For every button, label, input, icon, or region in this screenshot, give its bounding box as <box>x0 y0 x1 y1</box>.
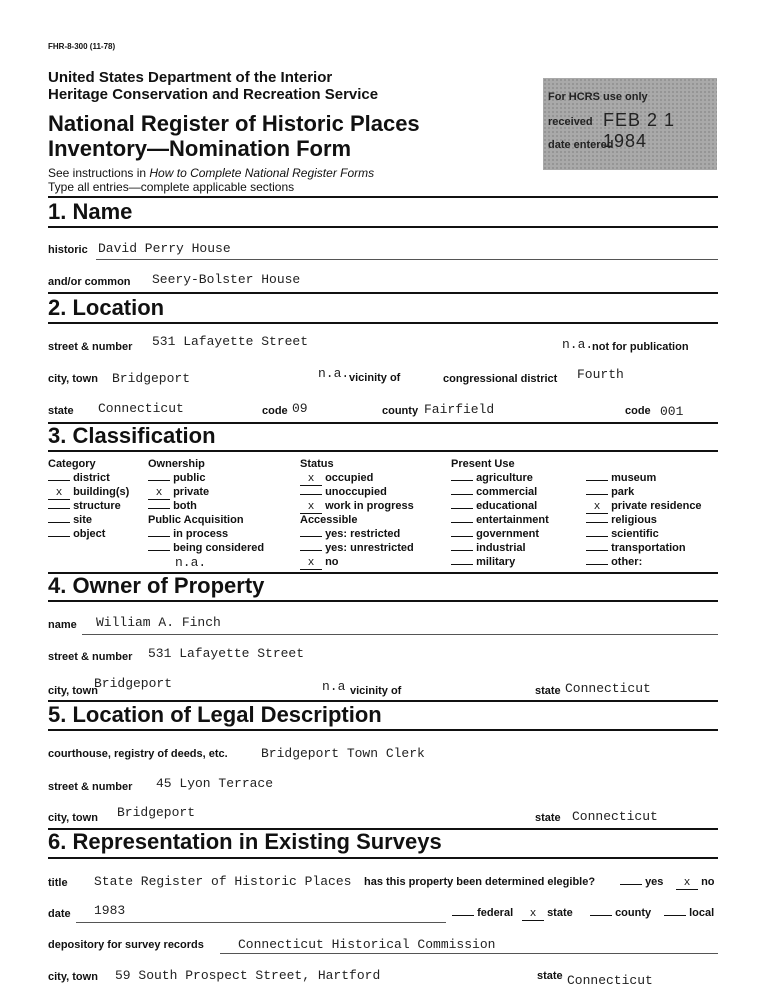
survey-city-value: 59 South Prospect Street, Hartford <box>115 968 381 983</box>
street-label: street & number <box>48 341 133 353</box>
ownership-private[interactable]: x private <box>148 486 209 500</box>
survey-city-label: city, town <box>48 971 98 983</box>
dept-line-2: Heritage Conservation and Recreation Service <box>48 86 379 103</box>
use-museum[interactable]: museum <box>586 472 656 484</box>
category-district[interactable]: district <box>48 472 110 484</box>
eligible-no[interactable]: x no <box>676 876 715 890</box>
owner-name-value: William A. Finch <box>96 615 221 630</box>
hcrs-stamp <box>543 78 717 170</box>
line-depository <box>220 953 718 954</box>
section-1-heading: 1. Name <box>48 199 133 224</box>
state-value: Connecticut <box>98 401 184 416</box>
section-4-heading: 4. Owner of Property <box>48 573 265 598</box>
rule-s1b <box>48 226 718 228</box>
section-3-heading: 3. Classification <box>48 423 216 448</box>
legal-state-value: Connecticut <box>572 809 658 824</box>
status-heading: Status <box>300 458 334 470</box>
nfp-label: not for publication <box>592 341 689 353</box>
congress-label: congressional district <box>443 373 558 385</box>
acq-note: n.a. <box>175 555 207 570</box>
use-private-residence[interactable]: x private residence <box>586 500 702 514</box>
rule-s3b <box>48 450 718 452</box>
historic-label: historic <box>48 244 88 256</box>
ownership-heading: Ownership <box>148 458 205 470</box>
category-buildings[interactable]: x building(s) <box>48 486 129 500</box>
survey-state-label: state <box>537 970 563 982</box>
present-use-heading: Present Use <box>451 458 515 470</box>
dept-line-1: United States Department of the Interior <box>48 69 333 86</box>
use-religious[interactable]: religious <box>586 514 657 526</box>
legal-city-label: city, town <box>48 812 98 824</box>
rule-s2 <box>48 292 718 294</box>
common-label: and/or common <box>48 276 131 288</box>
owner-vicinity-label: vicinity of <box>350 685 402 697</box>
status-work-in-progress[interactable]: x work in progress <box>300 500 414 514</box>
use-agriculture[interactable]: agriculture <box>451 472 533 484</box>
line-date <box>76 922 446 923</box>
city-label: city, town <box>48 373 98 385</box>
courthouse-label: courthouse, registry of deeds, etc. <box>48 748 228 760</box>
eligible-question: has this property been determined elegible? <box>364 876 596 888</box>
code2-label: code <box>625 405 651 417</box>
use-transportation[interactable]: transportation <box>586 542 686 554</box>
rule-s6b <box>48 857 718 859</box>
stamp-received-label: received <box>548 116 593 128</box>
survey-state-value: Connecticut <box>567 973 653 988</box>
legal-street-label: street & number <box>48 781 133 793</box>
use-educational[interactable]: educational <box>451 500 537 512</box>
section-5-heading: 5. Location of Legal Description <box>48 702 382 727</box>
acq-in-process[interactable]: in process <box>148 528 228 540</box>
ownership-both[interactable]: both <box>148 500 197 512</box>
depository-value: Connecticut Historical Commission <box>238 937 496 952</box>
code-value: 09 <box>292 401 308 416</box>
rule-s1 <box>48 196 718 198</box>
stamp-received-value: FEB 2 1 1984 <box>603 110 676 151</box>
stamp-use-only: For HCRS use only <box>548 91 648 103</box>
rule-s4b <box>48 600 718 602</box>
level-local[interactable]: local <box>664 907 714 919</box>
historic-value: David Perry House <box>98 241 231 256</box>
owner-vicinity-value: n.a <box>322 679 346 694</box>
owner-state-label: state <box>535 685 561 697</box>
level-state[interactable]: x state <box>522 907 573 921</box>
use-military[interactable]: military <box>451 556 515 568</box>
eligible-yes[interactable]: yes <box>620 876 663 888</box>
rule-s5b <box>48 729 718 731</box>
status-occupied[interactable]: x occupied <box>300 472 373 486</box>
accessible-heading: Accessible <box>300 514 358 526</box>
stamp-date-entered: date entered <box>548 139 614 151</box>
access-no[interactable]: x no <box>300 556 339 570</box>
access-unrestricted[interactable]: yes: unrestricted <box>300 542 414 554</box>
owner-name-label: name <box>48 619 77 631</box>
survey-title-label: title <box>48 877 68 889</box>
common-value: Seery-Bolster House <box>152 272 301 287</box>
form-title-2: Inventory—Nomination Form <box>48 136 352 161</box>
legal-city-value: Bridgeport <box>117 805 196 820</box>
county-label: county <box>382 405 419 417</box>
vicinity-value: n.a. <box>318 366 350 381</box>
street-value: 531 Lafayette Street <box>152 334 309 349</box>
owner-street-label: street & number <box>48 651 133 663</box>
category-object[interactable]: object <box>48 528 105 540</box>
level-county[interactable]: county <box>590 907 651 919</box>
survey-date-label: date <box>48 908 71 920</box>
instructions: See instructions in How to Complete National Register Forms <box>48 166 375 180</box>
section-6-heading: 6. Representation in Existing Surveys <box>48 829 442 854</box>
public-acquisition-heading: Public Acquisition <box>148 514 244 526</box>
category-heading: Category <box>48 458 96 470</box>
form-title-1: National Register of Historic Places <box>48 111 420 136</box>
use-industrial[interactable]: industrial <box>451 542 526 554</box>
survey-title-value: State Register of Historic Places <box>94 874 352 889</box>
legal-street-value: 45 Lyon Terrace <box>156 776 274 791</box>
use-government[interactable]: government <box>451 528 539 540</box>
category-site[interactable]: site <box>48 514 92 526</box>
vicinity-label: vicinity of <box>349 372 401 384</box>
category-structure[interactable]: structure <box>48 500 121 512</box>
nfp-value: n.a. <box>562 337 594 352</box>
rule-s2b <box>48 322 718 324</box>
code2-value: 001 <box>660 404 684 419</box>
section-2-heading: 2. Location <box>48 295 165 320</box>
city-value: Bridgeport <box>112 371 191 386</box>
use-park[interactable]: park <box>586 486 634 498</box>
instructions-2: Type all entries—complete applicable sections <box>48 180 295 194</box>
use-scientific[interactable]: scientific <box>586 528 659 540</box>
owner-city-label: city, town <box>48 685 98 697</box>
use-entertainment[interactable]: entertainment <box>451 514 549 526</box>
level-federal[interactable]: federal <box>452 907 513 919</box>
code-label: code <box>262 405 288 417</box>
owner-city-value: Bridgeport <box>94 676 173 691</box>
use-other[interactable]: other: <box>586 556 642 568</box>
state-label: state <box>48 405 74 417</box>
form-id: FHR-8-300 (11-78) <box>48 42 116 51</box>
acq-being-considered[interactable]: being considered <box>148 542 264 554</box>
county-value: Fairfield <box>424 402 495 417</box>
courthouse-value: Bridgeport Town Clerk <box>261 746 425 761</box>
ownership-public[interactable]: public <box>148 472 205 484</box>
line-historic <box>96 259 718 260</box>
owner-state-value: Connecticut <box>565 681 651 696</box>
owner-street-value: 531 Lafayette Street <box>148 646 305 661</box>
access-restricted[interactable]: yes: restricted <box>300 528 400 540</box>
use-commercial[interactable]: commercial <box>451 486 537 498</box>
legal-state-label: state <box>535 812 561 824</box>
line-owner <box>82 634 718 635</box>
survey-date-value: 1983 <box>94 903 126 918</box>
depository-label: depository for survey records <box>48 939 204 951</box>
congress-value: Fourth <box>577 367 624 382</box>
status-unoccupied[interactable]: unoccupied <box>300 486 387 498</box>
